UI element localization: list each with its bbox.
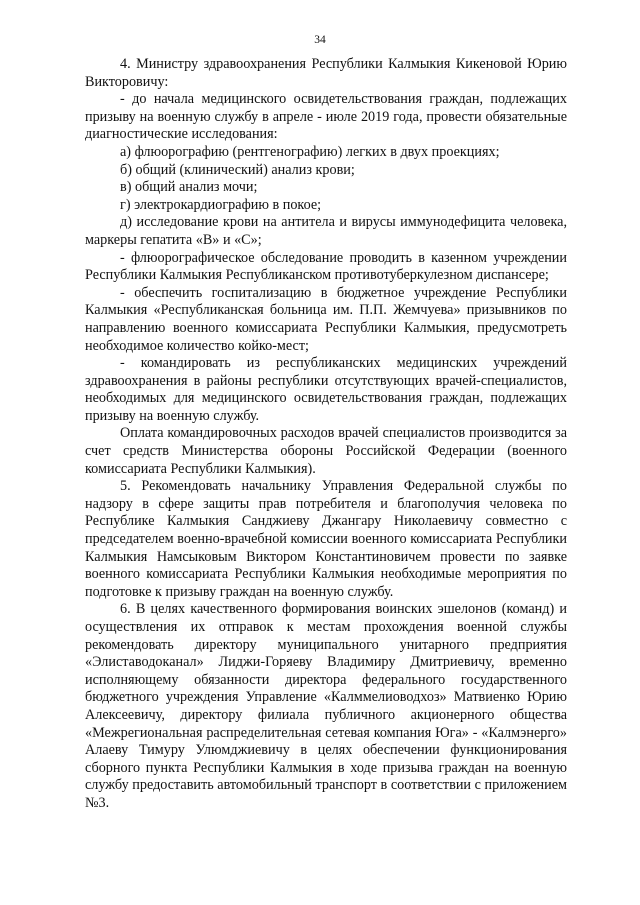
paragraph-hospitalization: - обеспечить госпитализацию в бюджетное учреждение Республики Калмыкия «Республиканская больница им. П.П. Жемчуева» призывников по направлению военного комиссариата Республики Калмыкия, предусмотреть необходимое количество койко-мест; — [85, 284, 567, 354]
page-number: 34 — [314, 34, 326, 46]
paragraph-specialists: - командировать из республиканских медицинских учреждений здравоохранения в районы республики отсутствующих врачей-специалистов, необходимых для медицинского освидетельствования граждан, подлежащих призыву на военную службу. — [85, 355, 567, 424]
list-item-b: б) общий (клинический) анализ крови; — [120, 161, 355, 178]
list-item-g: г) электрокардиографию в покое; — [120, 196, 322, 213]
list-item-a: а) флюорографию (рентгенографию) легких в двух проекциях; — [120, 143, 500, 160]
list-item-v: в) общий анализ мочи; — [120, 179, 258, 196]
document-body — [85, 56, 567, 813]
paragraph-diagnostics: - до начала медицинского освидетельствования граждан, подлежащих призыву на военную службу в апреле - июле 2019 года, провести обязательные диагностические исследования: — [85, 91, 567, 143]
paragraph-item-4: 4. Министру здравоохранения Республики Калмыкия Кикеновой Юрию Викторовичу: — [85, 56, 567, 90]
paragraph-item-6: 6. В целях качественного формирования воинских эшелонов (команд) и осуществления их отправок к местам прохождения военной службы рекомендовать директору муниципального унитарного предприятия «Элиставодоканал» Лиджи-Горяеву Владимиру Дмитриевичу, временно исполняющему обязанности директора федерального государственного бюджетного учреждения Управление «Калммелиоводхоз» Матвиенко Юрию Алексеевичу, директору филиала публичного акционерного общества «Межрегиональная распределительная сетевая компания Юга» - «Калмэнерго» Алаеву Тимуру Улюмджиевичу в целях обеспечении функционирования сборного пункта Республики Калмыкия в ходе призыва граждан на военную службу предоставить автомобильный транспорт в соответствии с приложением №3. — [85, 601, 567, 811]
paragraph-payment: Оплата командировочных расходов врачей специалистов производится за счет средств Министерства обороны Российской Федерации (военного комиссариата Республики Калмыкия). — [85, 425, 567, 477]
paragraph-item-5: 5. Рекомендовать начальнику Управления Федеральной службы по надзору в сфере защиты прав потребителя и благополучия человека по Республике Калмыкия Санджиеву Джангару Николаевичу совместно с председателем военно-врачебной комиссии военного комиссариата Республики Калмыкия Намсыковым Виктором Константиновичем провести по заявке военного комиссариата Республики Калмыкия необходимые мероприятия по подготовке к призыву граждан на военную службу. — [85, 478, 567, 600]
paragraph-fluorography: - флюорографическое обследование проводить в казенном учреждении Республики Калмыкия Республиканском противотуберкулезном диспансере; — [85, 249, 567, 284]
list-item-d: д) исследование крови на антитела и вирусы иммунодефицита человека, маркеры гепатита «В» и «С»; — [85, 214, 567, 248]
